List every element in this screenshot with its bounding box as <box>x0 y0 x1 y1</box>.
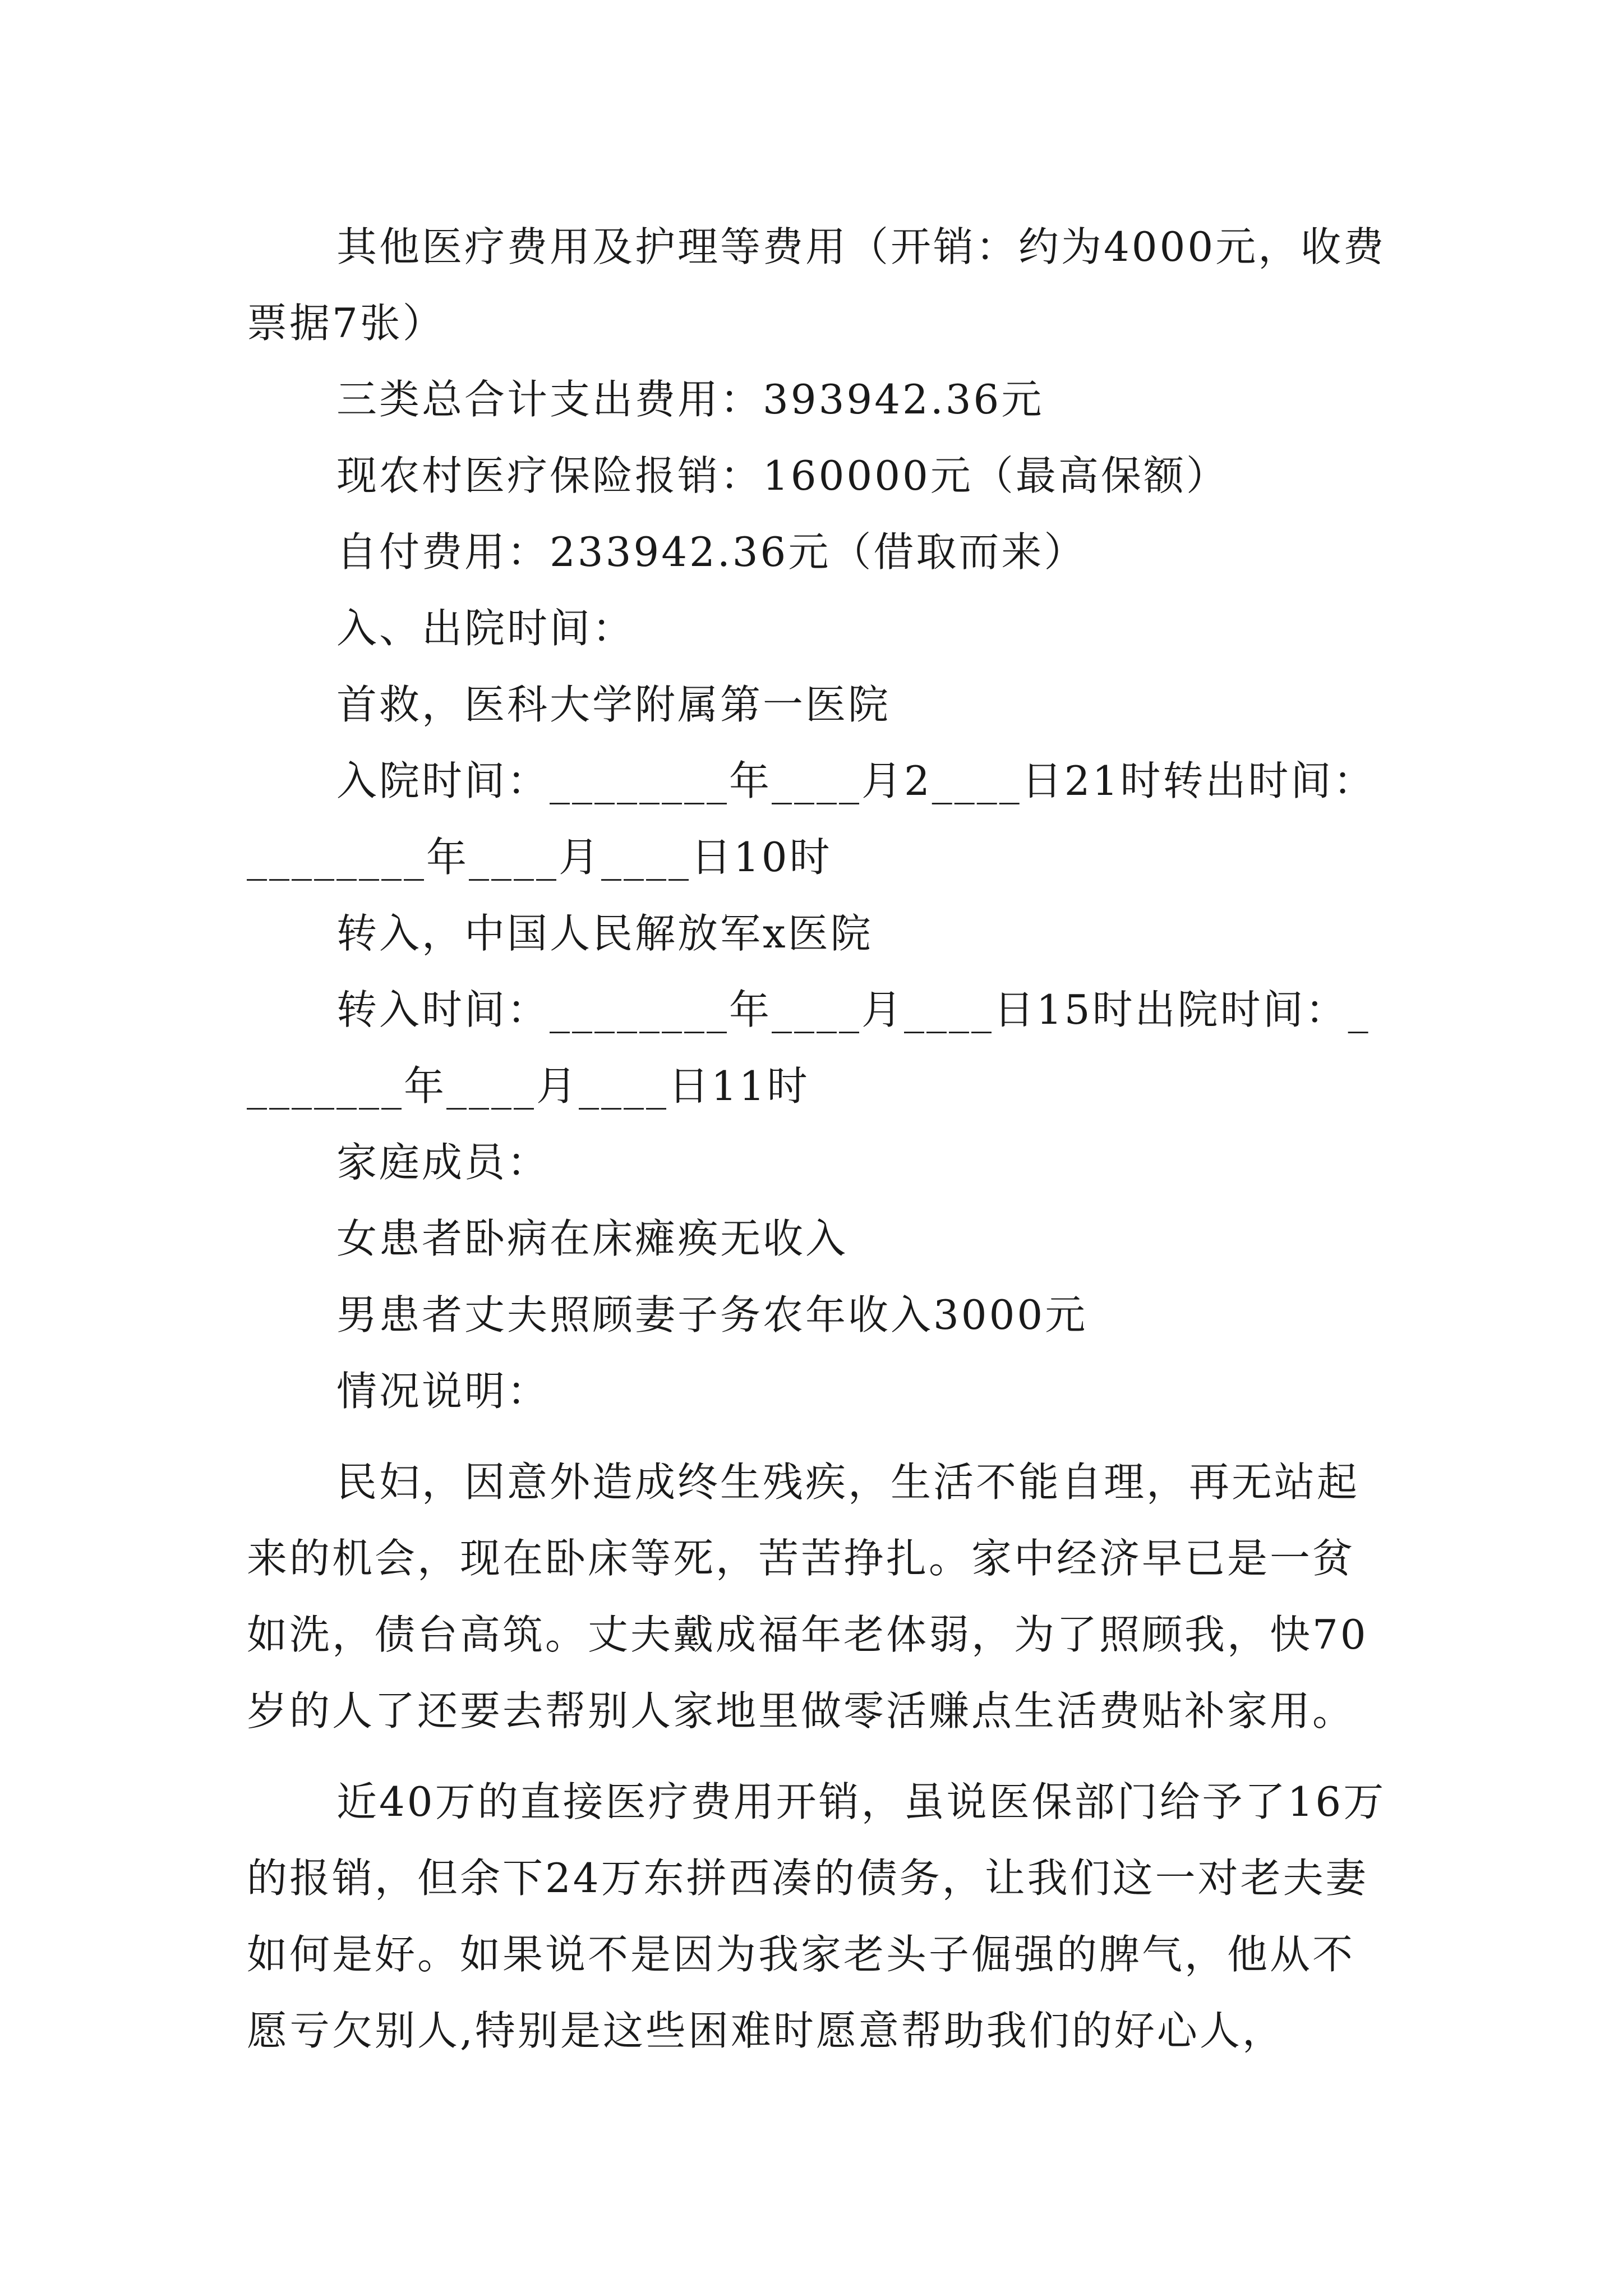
document-body <box>247 209 1391 2069</box>
paragraph-family-heading: 家庭成员： <box>336 1139 550 1186</box>
paragraph-situation-heading: 情况说明： <box>336 1368 550 1415</box>
paragraph-other-medical-fees: 其他医疗费用及护理等费用（开销：约为4000元，收费票据7张） <box>247 223 1386 347</box>
paragraph-first-hospital-times: 入院时间：________年____月2____日21时转出时间：________年____月____日10时 <box>247 757 1376 881</box>
paragraph-self-paid: 自付费用：233942.36元（借取而来） <box>336 528 1087 576</box>
paragraph-transfer-hospital: 转入，中国人民解放军x医院 <box>336 910 873 957</box>
paragraph-male-patient: 男患者丈夫照顾妻子务农年收入3000元 <box>336 1291 1088 1338</box>
paragraph-transfer-hospital-times: 转入时间：________年____月____日15时出院时间：________年____月____日11时 <box>247 986 1371 1110</box>
paragraph-total-expenses: 三类总合计支出费用：393942.36元 <box>336 376 1044 423</box>
paragraph-insurance-reimbursement: 现农村医疗保险报销：160000元（最高保额） <box>336 452 1229 499</box>
paragraph-admission-heading: 入、出院时间： <box>336 605 635 652</box>
paragraph-first-hospital: 首救，医科大学附属第一医院 <box>336 681 891 728</box>
paragraph-debt-detail: 近40万的直接医疗费用开销，虽说医保部门给予了16万的报销，但余下24万东拼西凑的债务，让我们这一对老夫妻如何是好。如果说不是因为我家老头子倔强的脾气，他从不愿亏欠别人,特别是这些困难时愿意帮助我们的好心人， <box>247 1778 1386 2054</box>
paragraph-female-patient: 女患者卧病在床瘫痪无收入 <box>336 1215 849 1262</box>
spacer <box>247 1749 1391 1764</box>
spacer <box>247 1429 1391 1444</box>
paragraph-situation-detail: 民妇，因意外造成终生残疾，生活不能自理，再无站起来的机会，现在卧床等死，苦苦挣扎。家中经济早已是一贫如洗，债台高筑。丈夫戴成福年老体弱，为了照顾我，快70岁的人了还要去帮别人家地里做零活赚点生活费贴补家用。 <box>247 1458 1368 1734</box>
